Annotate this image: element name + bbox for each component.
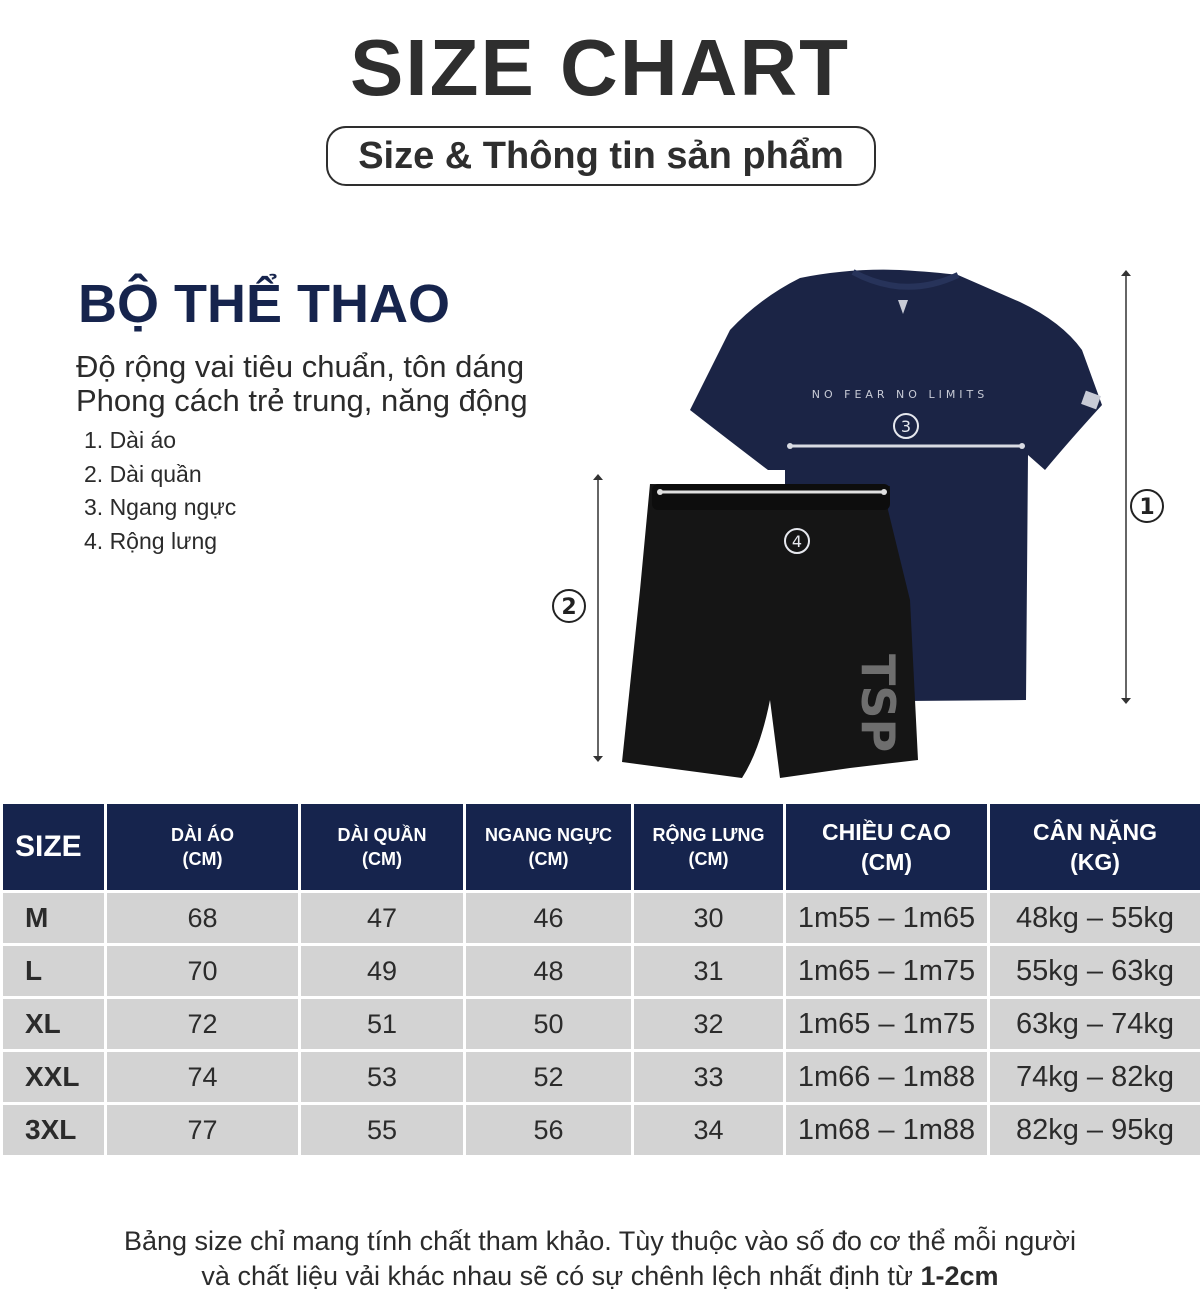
value-cell: 68 [106,892,300,945]
header-can-nang [989,803,1200,892]
value-cell: 70 [106,945,300,998]
value-cell: 32 [633,998,785,1051]
header-unit: (CM) [860,849,913,875]
note-text: và chất liệu vải khác nhau sẽ có sự chênh lệch nhất định từ [201,1261,921,1291]
value-cell: 30 [633,892,785,945]
shorts-print-text: TSP [851,654,905,753]
product-description [76,350,528,418]
weight-range-cell: 74kg – 82kg [989,1051,1200,1104]
note-line: Bảng size chỉ mang tính chất tham khảo. Tùy thuộc vào số đo cơ thể mỗi người [123,1226,1076,1256]
size-table [0,801,1200,1158]
product-title: BỘ THỂ THAO [78,274,450,334]
marker-label: 4 [791,532,803,551]
table-header-row [2,803,1200,892]
value-cell: 34 [633,1104,785,1157]
header-unit: (CM) [528,849,569,869]
value-cell: 49 [300,945,465,998]
header-unit: (KG) [1070,849,1120,875]
header-rong-lung [633,803,785,892]
height-range-cell: 1m65 – 1m75 [785,998,989,1051]
header-unit: (CM) [362,849,402,869]
value-cell: 52 [465,1051,633,1104]
size-cell: XXL [2,1051,106,1104]
table-row [2,1104,1200,1157]
header-dai-ao [106,803,300,892]
value-cell: 53 [300,1051,465,1104]
weight-range-cell: 55kg – 63kg [989,945,1200,998]
header-ngang-nguc [465,803,633,892]
table-row [2,945,1200,998]
note-line [0,1259,1200,1294]
value-cell: 47 [300,892,465,945]
height-range-cell: 1m66 – 1m88 [785,1051,989,1104]
height-range-cell: 1m68 – 1m88 [785,1104,989,1157]
page-title: SIZE CHART [350,23,850,112]
value-cell: 55 [300,1104,465,1157]
measurement-item: 3. Ngang ngực [84,494,237,520]
value-cell: 72 [106,998,300,1051]
disclaimer-note [0,1224,1200,1294]
size-cell: L [2,945,106,998]
value-cell: 51 [300,998,465,1051]
header-label: RỘNG LƯNG [652,825,765,845]
header-size: SIZE [2,803,106,892]
measurement-list [84,424,236,558]
shorts-image [622,484,918,778]
size-cell: M [2,892,106,945]
note-emphasis: 1-2cm [920,1261,999,1291]
description-line: Độ rộng vai tiêu chuẩn, tôn dáng [76,349,525,384]
weight-range-cell: 63kg – 74kg [989,998,1200,1051]
subtitle-badge: Size & Thông tin sản phẩm [326,126,876,186]
marker-label: 1 [1139,495,1155,520]
header-label: CHIỀU CAO [821,819,952,845]
weight-range-cell: 48kg – 55kg [989,892,1200,945]
weight-range-cell: 82kg – 95kg [989,1104,1200,1157]
table-row [2,1051,1200,1104]
header-label: DÀI ÁO [171,825,234,845]
height-range-cell: 1m55 – 1m65 [785,892,989,945]
size-cell: 3XL [2,1104,106,1157]
value-cell: 74 [106,1051,300,1104]
measurement-item: 2. Dài quần [84,460,202,487]
marker-label: 2 [561,595,577,620]
dimension-shorts-length [553,474,603,762]
table-row [2,998,1200,1051]
size-cell: XL [2,998,106,1051]
dimension-shirt-length [1121,270,1163,704]
value-cell: 77 [106,1104,300,1157]
value-cell: 56 [465,1104,633,1157]
header-unit: (CM) [688,849,729,869]
measurement-item: 1. Dài áo [84,427,177,453]
header-dai-quan [300,803,465,892]
marker-label: 3 [900,417,912,436]
header-unit: (CM) [182,849,223,869]
value-cell: 33 [633,1051,785,1104]
description-line: Phong cách trẻ trung, năng động [76,383,528,418]
header-chieu-cao [785,803,989,892]
value-cell: 50 [465,998,633,1051]
value-cell: 48 [465,945,633,998]
header-label: DÀI QUẦN [337,825,427,845]
table-row [2,892,1200,945]
value-cell: 31 [633,945,785,998]
shirt-print-text: NO FEAR NO LIMITS [811,388,989,401]
height-range-cell: 1m65 – 1m75 [785,945,989,998]
measurement-item: 4. Rộng lưng [84,527,218,554]
value-cell: 46 [465,892,633,945]
header-label: CÂN NẶNG [1033,819,1157,845]
header-label: NGANG NGỰC [485,825,612,845]
product-illustration [540,255,1200,795]
